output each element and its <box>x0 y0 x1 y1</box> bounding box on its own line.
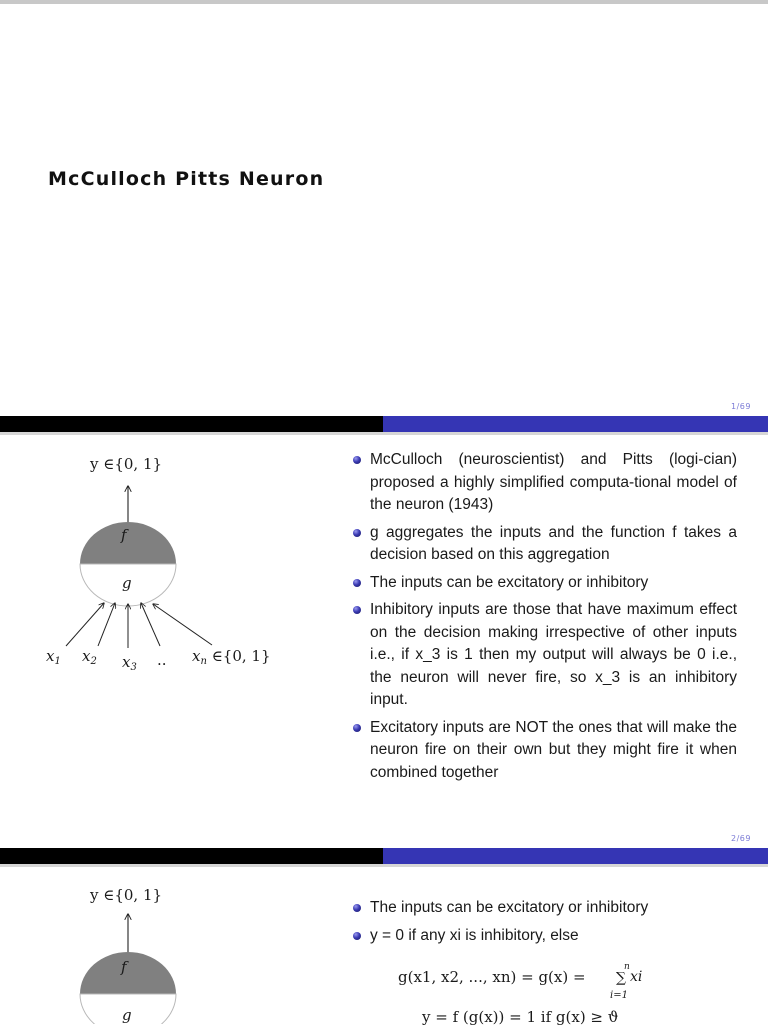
bullet-item: Inhibitory inputs are those that have maximum effect on the decision making irrespective of other inputs i.e., if x_3 is 1 then my output will always be 0 i.e., the neuron will never fire, so x_3 is an inhibitory input. <box>352 599 737 712</box>
f-label: f <box>121 958 127 976</box>
input-arrow-4 <box>141 603 160 646</box>
sum-symbol: ∑ <box>616 970 626 986</box>
footer-bar-right <box>383 848 768 864</box>
sum-lower: i=1 <box>610 990 628 1001</box>
slide-title: McCulloch Pitts Neuron <box>48 168 325 190</box>
bullet-item: McCulloch (neuroscientist) and Pitts (logi-cian) proposed a highly simplified computa-tional model of the neuron (1943) <box>352 449 737 517</box>
neuron-diagram <box>0 440 340 680</box>
page-number: 1/69 <box>731 402 751 411</box>
sum-term: xi <box>630 969 643 985</box>
footer-bar-left <box>0 416 383 432</box>
sum-upper: n <box>624 962 630 972</box>
top-border <box>0 0 768 4</box>
footer-shadow <box>0 864 768 867</box>
bullet-list-2 <box>352 897 737 952</box>
footer-bar-left <box>0 848 383 864</box>
bullet-item: The inputs can be excitatory or inhibitory <box>352 897 737 920</box>
input-x2: $x_2$ <box>82 647 97 667</box>
equation-aggregation <box>398 962 738 1010</box>
input-arrow-1 <box>66 603 104 646</box>
input-arrow-2 <box>98 603 115 646</box>
input-x3: $x_3$ <box>122 653 137 673</box>
f-label: f <box>121 526 127 544</box>
input-x1: $x_1$ <box>46 647 61 667</box>
input-xn: $x_n$ ∈{0, 1} <box>192 647 271 667</box>
footer-bar-right <box>383 416 768 432</box>
neuron-top-half <box>80 522 176 564</box>
neuron-top-half <box>80 952 176 994</box>
bullet-list <box>352 449 737 789</box>
g-label: g <box>122 574 132 592</box>
page-number: 2/69 <box>731 834 751 843</box>
equation-threshold: y = f (g(x)) = 1 if g(x) ≥ ϑ <box>422 1008 619 1026</box>
bullet-item: g aggregates the inputs and the function f takes a decision based on this aggregation <box>352 522 737 567</box>
bullet-item: The inputs can be excitatory or inhibitory <box>352 572 737 595</box>
eq-left: g(x1, x2, ..., xn) = g(x) = <box>398 968 586 986</box>
output-label: y ∈{0, 1} <box>90 455 163 473</box>
g-label: g <box>122 1006 132 1024</box>
output-label: y ∈{0, 1} <box>90 886 163 904</box>
bullet-item: Excitatory inputs are NOT the ones that will make the neuron fire on their own but they might fire it when combined together <box>352 717 737 785</box>
footer-shadow <box>0 432 768 435</box>
input-ellipsis: .. <box>157 651 167 669</box>
input-arrow-n <box>153 604 212 645</box>
bullet-item: y = 0 if any xi is inhibitory, else <box>352 925 737 948</box>
neuron-diagram-2 <box>0 872 340 1024</box>
